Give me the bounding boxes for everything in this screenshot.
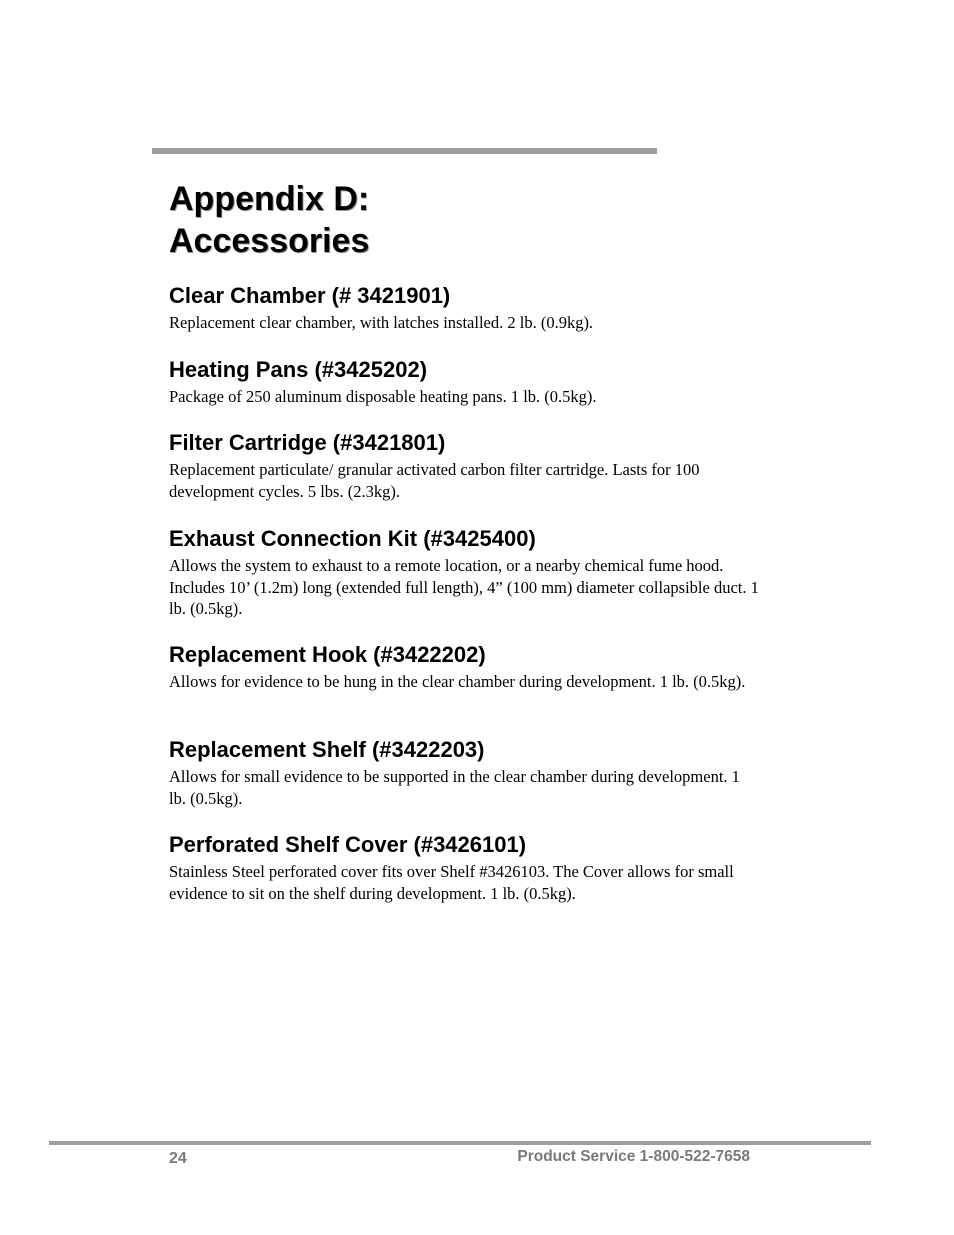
accessory-replacement-shelf <box>169 737 759 809</box>
accessory-description: Replacement particulate/ granular activated carbon filter cartridge. Lasts for 100 development cycles. 5 lbs. (2.3kg). <box>169 460 700 501</box>
accessory-description: Allows for small evidence to be supported in the clear chamber during development. 1 lb. (0.5kg). <box>169 767 740 808</box>
accessory-description: Allows for evidence to be hung in the clear chamber during development. 1 lb. (0.5kg). <box>169 672 746 691</box>
accessory-exhaust-connection-kit <box>169 526 759 620</box>
page-title <box>169 178 369 262</box>
accessory-heading: Replacement Hook (#3422202) <box>169 642 486 667</box>
footer-divider <box>49 1141 871 1145</box>
accessory-heating-pans <box>169 357 759 408</box>
page-number: 24 <box>169 1150 187 1167</box>
accessory-perforated-shelf-cover <box>169 832 759 904</box>
accessory-heading: Filter Cartridge (#3421801) <box>169 430 446 455</box>
accessory-clear-chamber <box>169 283 759 334</box>
page-title-line-1: Appendix D: <box>169 180 370 218</box>
accessory-heading: Exhaust Connection Kit (#3425400) <box>169 526 536 551</box>
product-service-phone: Product Service 1-800-522-7658 <box>517 1148 750 1165</box>
page-title-line-2: Accessories <box>169 222 370 260</box>
accessory-heading: Heating Pans (#3425202) <box>169 357 428 382</box>
accessory-description: Package of 250 aluminum disposable heating pans. 1 lb. (0.5kg). <box>169 387 597 406</box>
accessory-heading: Replacement Shelf (#3422203) <box>169 737 485 762</box>
accessory-replacement-hook <box>169 642 759 693</box>
accessory-heading: Perforated Shelf Cover (#3426101) <box>169 832 527 857</box>
top-divider <box>152 148 657 154</box>
accessory-description: Allows the system to exhaust to a remote location, or a nearby chemical fume hood. Includes 10’ (1.2m) long (extended full length), 4” (100 mm) diameter collapsible duct. 1 lb. (0.5kg). <box>169 556 759 618</box>
accessory-description: Stainless Steel perforated cover fits over Shelf #3426103. The Cover allows for small evidence to sit on the shelf during development. 1 lb. (0.5kg). <box>169 862 734 903</box>
accessory-description: Replacement clear chamber, with latches installed. 2 lb. (0.9kg). <box>169 313 594 332</box>
accessory-heading: Clear Chamber (# 3421901) <box>169 283 451 308</box>
accessory-filter-cartridge <box>169 430 759 502</box>
